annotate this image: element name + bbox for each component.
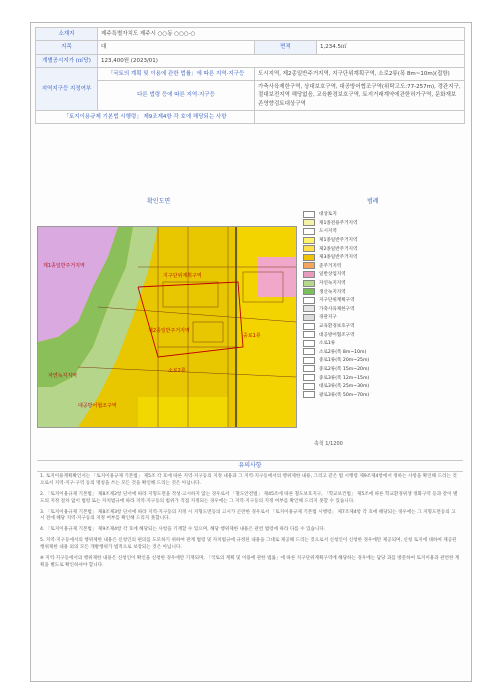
legend-label: 대상토지 <box>319 212 337 218</box>
legend-item <box>303 356 463 365</box>
note-item: 4. 「토지이용규제 기본법」 제9조제4항 각 호에 해당되는 사항을 기재할 수 있으며, 해당 행위제한 내용은 관련 법령에 따라 다를 수 있습니다. <box>40 527 326 533</box>
legend-label: 가축사육제한구역 <box>319 306 355 312</box>
note-item: 1. 토지이용계획확인서는 「토지이용규제 기본법」 제5조 각 호에 따른 지역·지구등의 지정 내용과 그 지역·지구등에서의 행위제한 내용, 그리고 같은 법 시행령 제9조제4항에서 정하는 사항을 확인해 드리는 것으로서 지역·지구·구역 등의 명칭을 쓰는 모든 것을 확인해 드리는 것은 아닙니다. <box>40 474 457 486</box>
legend-item <box>303 227 463 236</box>
legend-label: 지구단위계획구역 <box>319 298 355 304</box>
legend-swatch <box>303 297 315 304</box>
special-value <box>255 110 465 123</box>
legend-label: 준주거지역 <box>319 263 342 269</box>
legend-swatch <box>303 305 315 312</box>
legend-item <box>303 236 463 245</box>
legend-item <box>303 390 463 399</box>
legend-swatch <box>303 331 315 338</box>
legend-item <box>303 305 463 314</box>
legend-label: 중로3류(폭 12m~15m) <box>319 375 370 381</box>
jimok-label: 지목 <box>36 41 98 54</box>
legend-label: 소로2류(폭 8m~10m) <box>319 349 367 355</box>
map-label-4: 중로1류 <box>243 333 261 339</box>
zone-pink-right <box>258 257 296 297</box>
map-label-2: 지구단위계획구역 <box>163 273 202 279</box>
legend-label: 광로3류(폭 50m~70m) <box>319 392 370 398</box>
legend-label: 제1종일반주거지역 <box>319 238 358 244</box>
legend-swatch <box>303 357 315 364</box>
legend-swatch <box>303 288 315 295</box>
address-label: 소재지 <box>36 28 98 41</box>
legend-swatch <box>303 245 315 252</box>
legend-item <box>303 210 463 219</box>
note-item: 3. 「토지이용규제 기본법」 제8조제3항 단서에 따라 지역·지구등의 지정 시 지형도면등의 고시가 곤란한 경우로서 「토지이용규제 기본법 시행령」 제7조제4항 각 호에 해당되는 경우에는 그 지형도면등의 고시 전에 해당 지역·지구등의 지정 여부를 확인해 드리지 못합니다. <box>40 509 456 522</box>
legend-item <box>303 279 463 288</box>
use-label: 지역지구등 지정여부 <box>36 67 98 110</box>
legend-label: 제1종전용주거지역 <box>319 220 358 226</box>
legend-swatch <box>303 262 315 269</box>
map-label-3: 소로2류 <box>168 368 186 374</box>
map-scale: 축척 1/1200 <box>314 441 343 447</box>
legend-item <box>303 382 463 391</box>
legend-swatch <box>303 391 315 398</box>
address-value: 제주특별자치도 제주시 ○○동 ○○○-○ <box>98 28 465 41</box>
legend-item <box>303 365 463 374</box>
legend-label: 교육환경보호구역 <box>319 324 355 330</box>
note-item: 2. 「토지이용규제 기본법」 제8조제2항 단서에 따라 지형도면을 작성·고시하지 않는 경우로서 「철도안전법」 제45조에 따른 철도보호지구, 「학교보건법」 제5조에 따른 학교환경위생 정화구역 등과 같이 별도의 지정 절차 없이 법령 또는 자치법규에 따라 지역·지구등의 범위가 직접 지정되는 경우에는 그 지역·지구등의 지정 여부를 확인해 드리지 못할 수 있습니다. <box>40 491 458 504</box>
legend-swatch <box>303 374 315 381</box>
legend-title: 범례 <box>367 198 379 205</box>
note-item: ※ 지역·지구등에서의 행위제한 내용은 신청인이 확인을 신청한 경우에만 기재되며, 「국토의 계획 및 이용에 관한 법률」에 따른 지구단위계획구역에 해당하는 경우에는 담당 과를 방문하여 토지이용과 관련한 계획을 별도로 확인하셔야 합니다. <box>40 556 460 568</box>
notes-title: 유의사항 <box>37 460 463 472</box>
legend-item <box>303 219 463 228</box>
legend-swatch <box>303 219 315 226</box>
legend-swatch <box>303 237 315 244</box>
special-label: 「토지이용규제 기본법 시행령」 제9조제4항 각 호에 해당되는 사항 <box>36 110 255 123</box>
note-item: 5. 지역·지구등에서의 행위제한 내용은 신청인의 편의를 도모하기 위하여 관계 법령 및 자치법규에 규정된 내용을 그대로 제공해 드리는 것으로서 신청인이 신청한 경우에만 제공되며, 신청 토지에 대하여 제공된 행위제한 내용 외의 모든 개발행위가 법적으로 보장되는 것은 아닙니다. <box>40 538 457 551</box>
map-section <box>37 196 463 458</box>
legend-swatch <box>303 271 315 278</box>
legend-swatch <box>303 211 315 218</box>
legend-label: 자연녹지지역 <box>319 281 346 287</box>
legend-item <box>303 322 463 331</box>
use-row1-value: 도시지역, 제2종일반주거지역, 지구단위계획구역, 소로2류(폭 8m~10m)(접함) <box>255 67 465 80</box>
legend-label: 대로3류(폭 25m~30m) <box>319 384 370 390</box>
map-label-6: 대공방어협조구역 <box>78 403 117 409</box>
map-title: 확인도면 <box>147 198 171 205</box>
legend-label: 제3종일반주거지역 <box>319 255 358 261</box>
legend-item <box>303 330 463 339</box>
legend-item <box>303 339 463 348</box>
legend-label: 소로1류 <box>319 341 336 347</box>
legend-item <box>303 244 463 253</box>
legend-item <box>303 253 463 262</box>
legend-swatch <box>303 280 315 287</box>
legend-item <box>303 373 463 382</box>
area-label: 면적 <box>255 41 317 54</box>
legend-item <box>303 313 463 322</box>
legend-swatch <box>303 323 315 330</box>
map-label-1: 제2종일반주거지역 <box>148 328 190 334</box>
legend-swatch <box>303 383 315 390</box>
legend-label: 중로1류(폭 20m~25m) <box>319 358 370 364</box>
legend-label: 제2종일반주거지역 <box>319 246 358 252</box>
legend-swatch <box>303 254 315 261</box>
zone-yellow-bottom <box>138 397 228 427</box>
legend-label: 생산녹지지역 <box>319 289 346 295</box>
legend-item <box>303 296 463 305</box>
legend-swatch <box>303 228 315 235</box>
legend-item <box>303 348 463 357</box>
land-use-map <box>37 226 297 428</box>
legend-label: 중로2류(폭 15m~20m) <box>319 366 370 372</box>
info-table <box>35 27 465 124</box>
price-label: 개별공시지가 (㎡당) <box>36 54 98 67</box>
price-value: 123,400원 (2023/01) <box>98 54 465 67</box>
use-row2-value: 가축사육제한구역, 상대보호구역, 대공방어협조구역(위탁고도:77-257m), 경관지구, 절대보전지역 해당없음, 교육환경보호구역, 토지거래계약에관한허가구역, 문화재보존영향검토대상구역 <box>255 81 465 111</box>
map-legend <box>303 210 463 399</box>
jimok-value: 대 <box>98 41 255 54</box>
use-row1-label: 「국토의 계획 및 이용에 관한 법률」에 따른 지역·지구등 <box>98 67 255 80</box>
legend-swatch <box>303 340 315 347</box>
use-row2-label: 다른 법령 등에 따른 지역·지구등 <box>98 81 255 111</box>
legend-label: 일반상업지역 <box>319 272 346 278</box>
legend-item <box>303 287 463 296</box>
legend-item <box>303 270 463 279</box>
legend-swatch <box>303 314 315 321</box>
legend-item <box>303 262 463 271</box>
legend-swatch <box>303 365 315 372</box>
legend-label: 대공방어협조구역 <box>319 332 355 338</box>
area-value: 1,234.5㎡ <box>317 41 465 54</box>
legend-label: 경관지구 <box>319 315 337 321</box>
map-label-5: 자연녹지지역 <box>48 373 77 379</box>
map-label-0: 제1종일반주거지역 <box>43 263 85 269</box>
map-drawing <box>38 227 296 427</box>
legend-swatch <box>303 348 315 355</box>
legend-label: 도시지역 <box>319 229 337 235</box>
notes-body <box>40 474 460 574</box>
